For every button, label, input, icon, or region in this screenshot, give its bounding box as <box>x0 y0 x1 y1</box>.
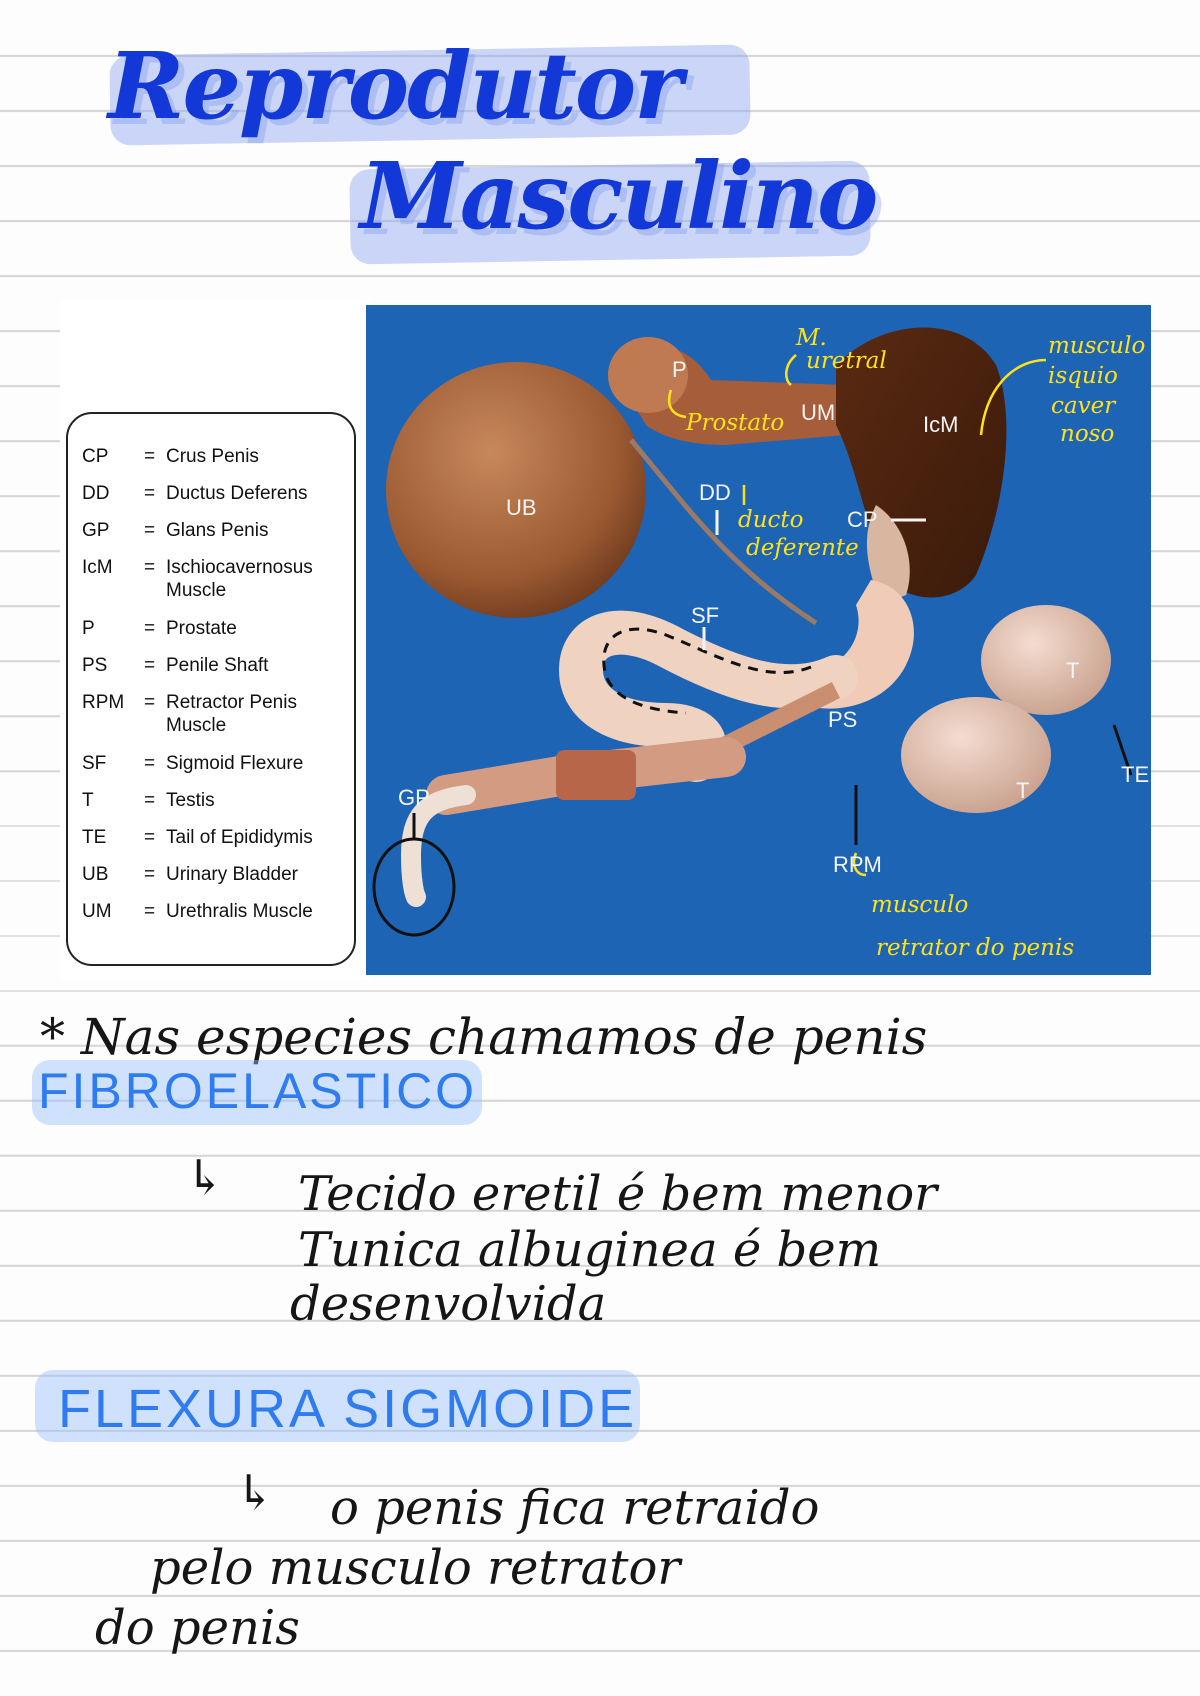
annot-prostato: Prostato <box>686 410 785 436</box>
label-t2: T <box>1016 778 1030 803</box>
legend: CP = Crus Penis DD = Ductus Deferens GP = Glans Penis IcM = Ischiocavernosus Muscle P = Prostate PS = Penile Shaft RPM = Retractor Penis Muscle SF = Sigmoid Flexure T = Testis TE = Tail of Epididymis UB = Urinary Bladder UM = Urethralis Muscle <box>66 412 356 966</box>
label-rpm: RPM <box>833 852 882 877</box>
label-um: UM <box>801 400 836 425</box>
label-sf: SF <box>691 603 720 628</box>
annot-m-uretral-2: uretral <box>806 348 887 374</box>
annot-m-uretral-1: M. <box>796 325 827 351</box>
note-tunica: Tunica albuginea é bem <box>298 1222 882 1278</box>
label-ps: PS <box>828 707 858 732</box>
note-line-species: * Nas especies chamamos de penis <box>40 1008 928 1066</box>
testis-upper <box>981 605 1111 715</box>
note-retraido: o penis fica retraido <box>330 1480 820 1536</box>
note-desenvolvida: desenvolvida <box>290 1276 607 1332</box>
label-icm: IcM <box>923 412 959 437</box>
note-pelo: pelo musculo retrator <box>150 1540 681 1596</box>
heading-flexura-sigmoide: FLEXURA SIGMOIDE <box>58 1379 638 1439</box>
label-p: P <box>672 357 687 382</box>
preputial-segment <box>556 750 636 800</box>
note-do-penis: do penis <box>95 1600 300 1656</box>
label-dd: DD <box>699 480 731 505</box>
label-ub: UB <box>506 495 537 520</box>
annot-ducto-2: deferente <box>746 535 859 561</box>
label-cp: CP <box>847 507 878 532</box>
label-gp: GP <box>398 785 430 810</box>
annot-ducto-1: ducto <box>738 507 804 533</box>
annot-retrator-2: retrator do penis <box>876 935 1075 961</box>
annot-isquio-2: isquio <box>1048 363 1118 389</box>
annot-isquio-3: caver <box>1051 393 1116 419</box>
anatomy-figure <box>366 305 1151 975</box>
m-uretral-arrow <box>786 355 796 385</box>
annot-retrator-1: musculo <box>871 892 969 918</box>
page-title-line2: Masculino <box>360 142 877 250</box>
arrow-icon: ↳ <box>235 1465 276 1521</box>
label-te: TE <box>1121 762 1150 787</box>
heading-fibroelastico: FIBROELASTICO <box>38 1063 478 1119</box>
annot-isquio-4: noso <box>1060 421 1115 447</box>
label-t1: T <box>1066 658 1080 683</box>
anatomy-illustration <box>366 305 1151 975</box>
page-title-line1: Reprodutor <box>108 32 681 140</box>
arrow-icon: ↳ <box>185 1150 226 1206</box>
annot-isquio-1: musculo <box>1048 333 1146 359</box>
note-tecido: Tecido eretil é bem menor <box>298 1166 938 1222</box>
urinary-bladder <box>386 362 646 618</box>
